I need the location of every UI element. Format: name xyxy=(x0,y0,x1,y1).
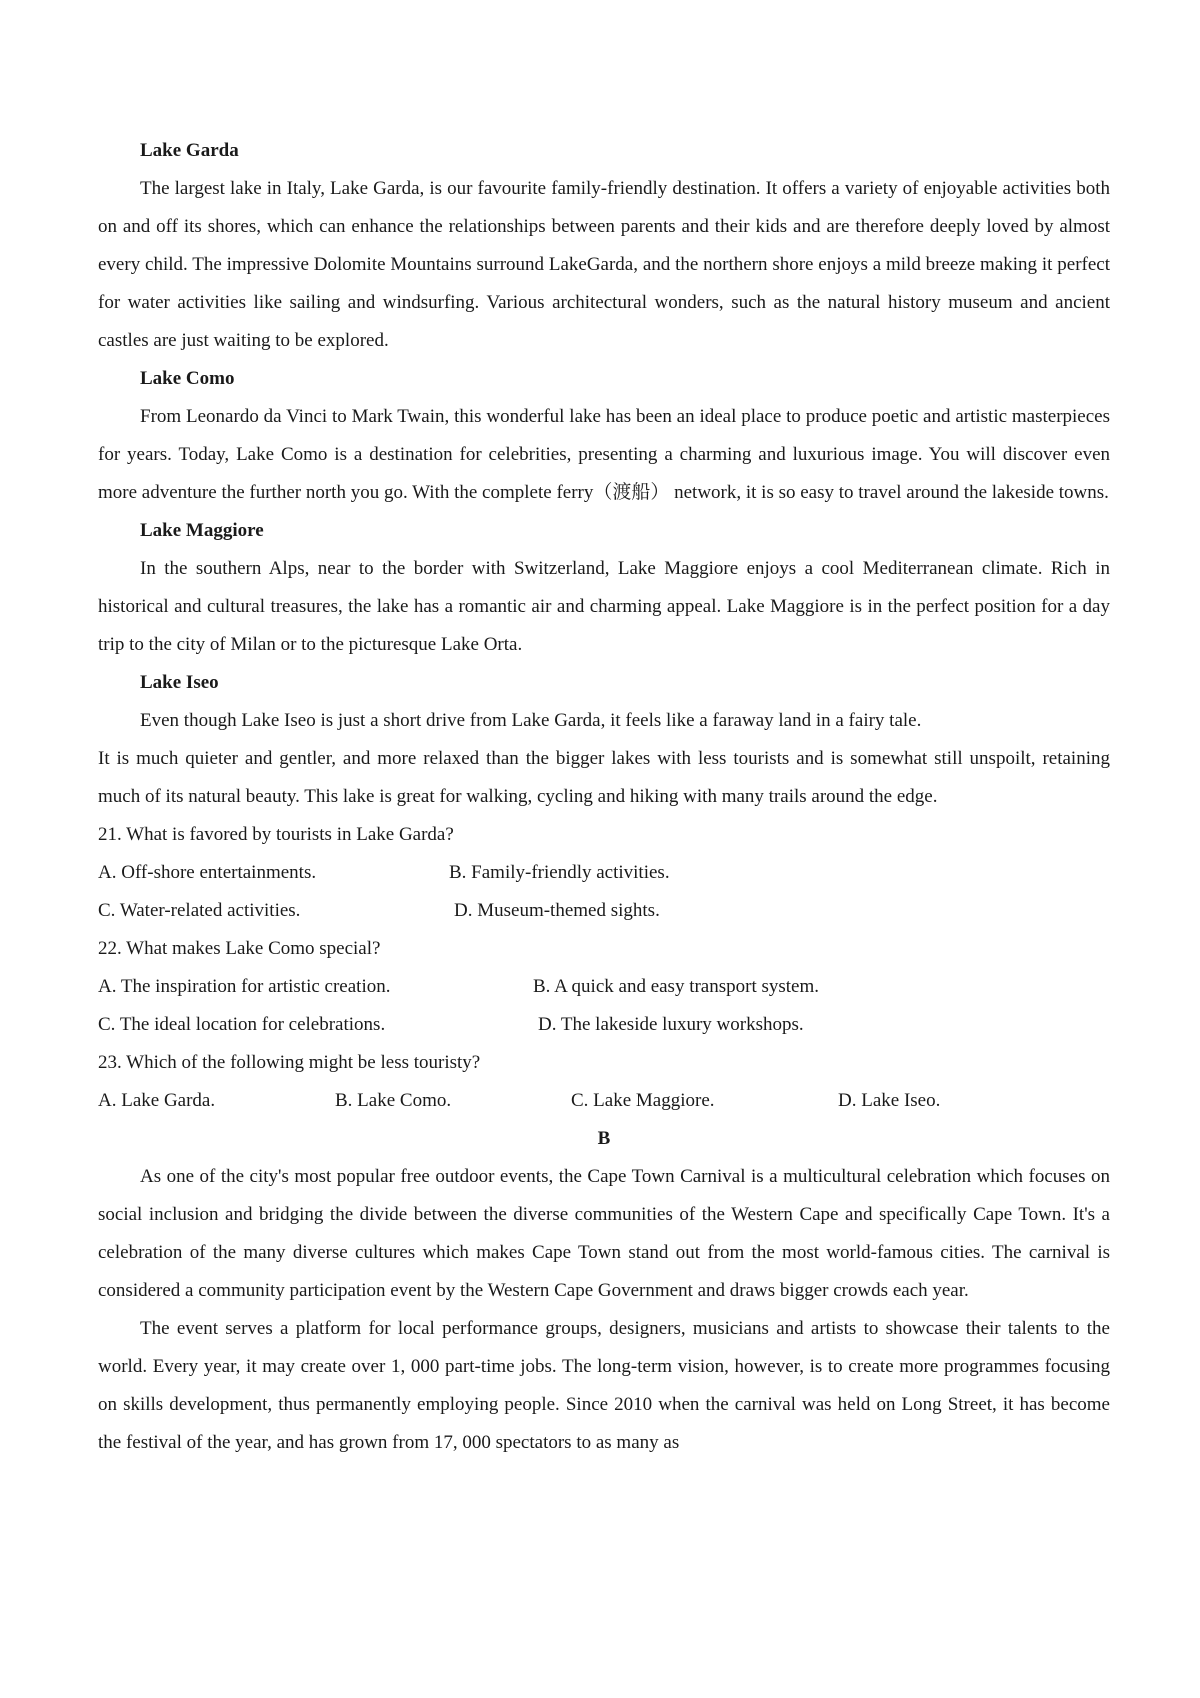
lake-iseo-heading: Lake Iseo xyxy=(140,672,219,693)
question-21-option-d: D. Museum-themed sights. xyxy=(454,900,660,921)
question-23-stem: 23. Which of the following might be less touristy? xyxy=(98,1052,481,1073)
question-21-option-c: C. Water-related activities. xyxy=(98,900,301,921)
question-21-stem: 21. What is favored by tourists in Lake Garda? xyxy=(98,824,454,845)
passage-b-paragraph-1: As one of the city's most popular free outdoor events, the Cape Town Carnival is a multicultural celebration which focuses on social inclusion and bridging the divide between the diverse communities of the Western Cape and specifically Cape Town. It's a celebration of the many diverse cultures which makes Cape Town stand out from the most world-famous cities. The carnival is considered a community participation event by the Western Cape Government and draws bigger crowds each year. xyxy=(98,1166,1110,1301)
question-21-option-a: A. Off-shore entertainments. xyxy=(98,862,317,883)
lake-como-heading: Lake Como xyxy=(140,368,235,389)
question-23-option-d: D. Lake Iseo. xyxy=(838,1090,941,1111)
question-22-options-row-1 xyxy=(98,968,1110,1006)
question-22-option-b: B. A quick and easy transport system. xyxy=(533,976,820,997)
question-23-options-row xyxy=(98,1082,1110,1120)
lake-iseo-paragraph: Even though Lake Iseo is just a short drive from Lake Garda, it feels like a faraway land in a fairy tale. xyxy=(140,710,922,731)
lake-iseo-paragraph-cont: It is much quieter and gentler, and more relaxed than the bigger lakes with less tourists and is somewhat still unspoilt, retaining much of its natural beauty. This lake is great for walking, cycling and hiking with many trails around the edge. xyxy=(98,748,1110,807)
question-22-option-c: C. The ideal location for celebrations. xyxy=(98,1014,386,1035)
lake-garda-paragraph: The largest lake in Italy, Lake Garda, is our favourite family-friendly destination. It offers a variety of enjoyable activities both on and off its shores, which can enhance the relationships between parents and their kids and are therefore deeply loved by almost every child. The impressive Dolomite Mountains surround LakeGarda, and the northern shore enjoys a mild breeze making it perfect for water activities like sailing and windsurfing. Various architectural wonders, such as the natural history museum and ancient castles are just waiting to be explored. xyxy=(98,178,1110,351)
lake-como-paragraph: From Leonardo da Vinci to Mark Twain, this wonderful lake has been an ideal place to produce poetic and artistic masterpieces for years. Today, Lake Como is a destination for celebrities, presenting a charming and luxurious image. You will discover even more adventure the further north you go. With the complete ferry（渡船） network, it is so easy to travel around the lakeside towns. xyxy=(98,406,1110,503)
lake-maggiore-paragraph: In the southern Alps, near to the border with Switzerland, Lake Maggiore enjoys a cool Mediterranean climate. Rich in historical and cultural treasures, the lake has a romantic air and charming appeal. Lake Maggiore is in the perfect position for a day trip to the city of Milan or to the picturesque Lake Orta. xyxy=(98,558,1110,655)
question-21-options-row-1 xyxy=(98,854,1110,892)
lake-garda-heading: Lake Garda xyxy=(140,140,239,161)
question-23-option-c: C. Lake Maggiore. xyxy=(571,1090,715,1111)
section-b-heading: B xyxy=(597,1128,611,1149)
question-22-options-row-2 xyxy=(98,1006,1110,1044)
document-page xyxy=(98,132,1110,1462)
question-21-option-b: B. Family-friendly activities. xyxy=(449,862,670,883)
question-22-option-a: A. The inspiration for artistic creation. xyxy=(98,976,391,997)
question-21-options-row-2 xyxy=(98,892,1110,930)
question-22-option-d: D. The lakeside luxury workshops. xyxy=(538,1014,804,1035)
passage-b-paragraph-2: The event serves a platform for local performance groups, designers, musicians and artists to showcase their talents to the world. Every year, it may create over 1, 000 part-time jobs. The long-term vision, however, is to create more programmes focusing on skills development, thus permanently employing people. Since 2010 when the carnival was held on Long Street, it has become the festival of the year, and has grown from 17, 000 spectators to as many as xyxy=(98,1318,1110,1453)
question-23-option-b: B. Lake Como. xyxy=(335,1090,452,1111)
question-22-stem: 22. What makes Lake Como special? xyxy=(98,938,381,959)
lake-maggiore-heading: Lake Maggiore xyxy=(140,520,264,541)
question-23-option-a: A. Lake Garda. xyxy=(98,1090,216,1111)
